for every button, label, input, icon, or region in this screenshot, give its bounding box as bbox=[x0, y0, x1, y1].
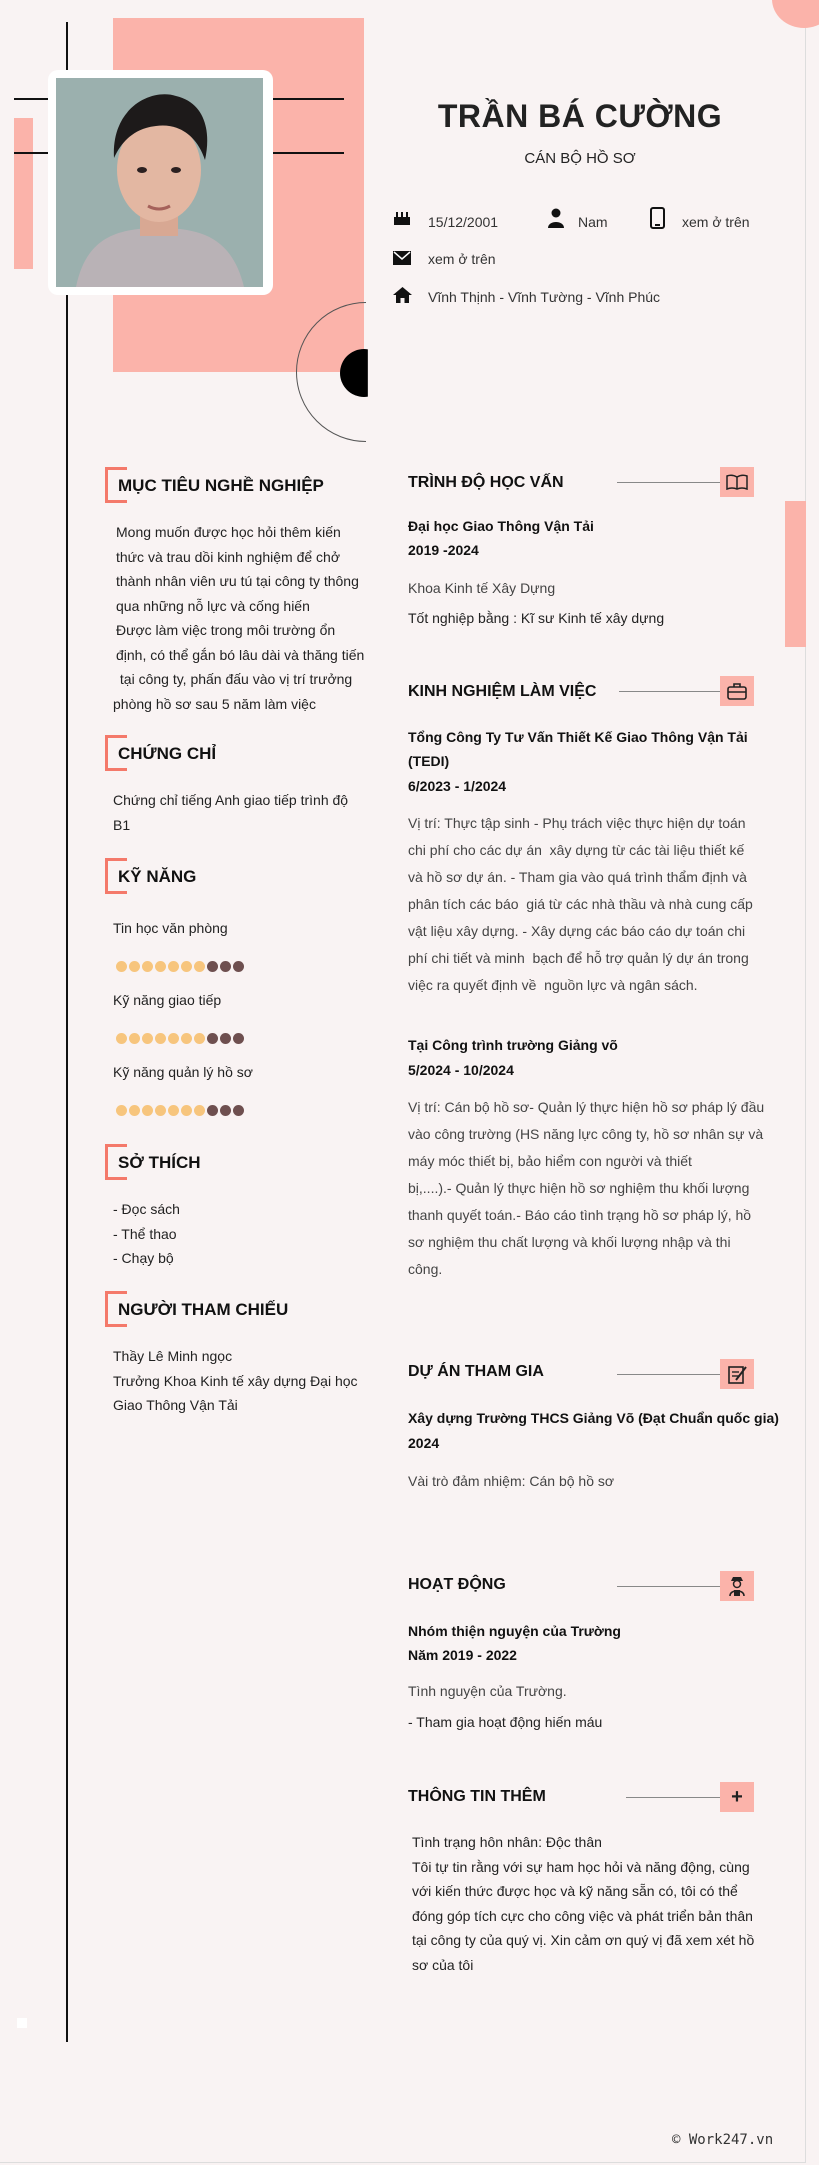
rating-dot bbox=[129, 961, 140, 972]
references-text: Thầy Lê Minh ngọc Trưởng Khoa Kinh tế xây dựng Đại học Giao Thông Vận Tải bbox=[113, 1348, 358, 1413]
more-heading: THÔNG TIN THÊM bbox=[408, 1788, 546, 1805]
education-faculty: Khoa Kinh tế Xây Dựng bbox=[408, 580, 556, 596]
timeline-line bbox=[66, 22, 68, 2042]
activity-period: Năm 2019 - 2022 bbox=[408, 1647, 517, 1663]
rating-dot bbox=[181, 1105, 192, 1116]
small-square bbox=[17, 2018, 27, 2028]
rating-dot bbox=[207, 961, 218, 972]
activities-rule bbox=[617, 1586, 720, 1587]
phone-icon bbox=[650, 207, 665, 234]
certificates-text: Chứng chỉ tiếng Anh giao tiếp trình độ B1 bbox=[113, 792, 349, 833]
more-rule bbox=[626, 1797, 720, 1798]
education-rule bbox=[617, 482, 720, 483]
rating-dot bbox=[142, 1033, 153, 1044]
activity-detail: - Tham gia hoạt động hiến máu bbox=[408, 1714, 603, 1730]
projects-heading: DỰ ÁN THAM GIA bbox=[408, 1363, 544, 1380]
briefcase-icon bbox=[720, 676, 754, 706]
rating-dot bbox=[168, 961, 179, 972]
plus-icon: + bbox=[720, 1782, 754, 1812]
right-pink-strip bbox=[785, 501, 806, 647]
list-item: - Chạy bộ bbox=[113, 1250, 174, 1266]
rating-dot bbox=[233, 1105, 244, 1116]
rating-dot bbox=[116, 1105, 127, 1116]
project-role: Vài trò đảm nhiệm: Cán bộ hồ sơ bbox=[408, 1473, 615, 1489]
volunteer-icon bbox=[720, 1571, 754, 1601]
gender-value: Nam bbox=[578, 214, 608, 230]
rating-dot bbox=[155, 961, 166, 972]
rating-dot bbox=[233, 961, 244, 972]
left-pink-strip bbox=[14, 118, 33, 269]
skill-rating bbox=[116, 1105, 244, 1116]
candidate-name: TRẦN BÁ CƯỜNG bbox=[437, 98, 723, 134]
experience-heading: KINH NGHIỆM LÀM VIỆC bbox=[408, 683, 597, 700]
list-item: - Đọc sách bbox=[113, 1201, 180, 1217]
rating-dot bbox=[142, 1105, 153, 1116]
rating-dot bbox=[129, 1033, 140, 1044]
activity-org: Nhóm thiện nguyện của Trường bbox=[408, 1623, 621, 1639]
skill-rating bbox=[116, 1033, 244, 1044]
education-period: 2019 -2024 bbox=[408, 542, 479, 558]
hobbies-heading: SỞ THÍCH bbox=[118, 1153, 201, 1172]
job-company: Tại Công trình trường Giảng võ bbox=[408, 1037, 618, 1053]
rating-dot bbox=[116, 961, 127, 972]
rating-dot bbox=[181, 1033, 192, 1044]
rating-dot bbox=[116, 1033, 127, 1044]
rating-dot bbox=[220, 961, 231, 972]
notepad-icon bbox=[720, 1359, 754, 1389]
more-text: Tình trạng hôn nhân: Độc thân Tôi tự tin rằng với sự ham học hỏi và năng động, cùng với kiến thức được học và kỹ năng sẵn có, tôi có thể đóng góp tích cực cho công việc và phát triển bản thân tại công ty của quý vị. Xin cảm ơn quý vị đã xem xét hồ sơ của tôi bbox=[412, 1834, 755, 1973]
skill-rating bbox=[116, 961, 244, 972]
job-period: 5/2024 - 10/2024 bbox=[408, 1062, 514, 1078]
rating-dot bbox=[194, 961, 205, 972]
hobbies-list bbox=[113, 1197, 180, 1271]
list-item: - Thể thao bbox=[113, 1225, 177, 1242]
phone-value: xem ở trên bbox=[682, 214, 750, 230]
home-icon bbox=[393, 287, 412, 308]
activity-description: Tình nguyện của Trường. bbox=[408, 1683, 567, 1699]
skills-heading: KỸ NĂNG bbox=[118, 867, 197, 886]
skill-name: Tin học văn phòng bbox=[113, 920, 228, 936]
skill-name: Kỹ năng giao tiếp bbox=[113, 992, 222, 1008]
rating-dot bbox=[181, 961, 192, 972]
avatar bbox=[56, 78, 263, 287]
rating-dot bbox=[155, 1105, 166, 1116]
job-description: Vị trí: Cán bộ hồ sơ- Quản lý thực hiện hồ sơ pháp lý đầu vào công trường (HS năng lực công ty, hồ sơ nhân sự và máy móc thiết bị, bảo hiểm con người và thiết bị,....).- Quản lý thực hiện hồ sơ nghiệm thu khối lượng thanh quyết toán.- Báo cáo tình trạng hồ sơ pháp lý, hồ sơ nghiệm thu chất lượng và khối lượng nhập và thi công. bbox=[408, 1099, 765, 1277]
job-company-abbr: (TEDI) bbox=[408, 753, 450, 769]
email-value: xem ở trên bbox=[428, 251, 496, 267]
references-heading: NGƯỜI THAM CHIẾU bbox=[118, 1300, 289, 1319]
rating-dot bbox=[194, 1105, 205, 1116]
certificates-heading: CHỨNG CHỈ bbox=[118, 744, 217, 763]
book-icon bbox=[720, 467, 754, 497]
education-degree: Tốt nghiệp bằng : Kĩ sư Kinh tế xây dựng bbox=[408, 610, 665, 626]
rating-dot bbox=[207, 1033, 218, 1044]
project-year: 2024 bbox=[408, 1435, 440, 1451]
experience-rule bbox=[619, 691, 720, 692]
birthday-value: 15/12/2001 bbox=[428, 214, 499, 230]
rating-dot bbox=[233, 1033, 244, 1044]
envelope-icon bbox=[393, 251, 411, 270]
job-title: CÁN BỘ HỒ SƠ bbox=[524, 150, 636, 167]
rating-dot bbox=[220, 1105, 231, 1116]
address-value: Vĩnh Thịnh - Vĩnh Tường - Vĩnh Phúc bbox=[428, 289, 661, 305]
rating-dot bbox=[168, 1033, 179, 1044]
education-school: Đại học Giao Thông Vận Tải bbox=[408, 518, 594, 534]
job-company: Tổng Công Ty Tư Vấn Thiết Kế Giao Thông Vận Tải bbox=[408, 729, 748, 745]
objective-heading: MỤC TIÊU NGHỀ NGHIỆP bbox=[118, 476, 324, 495]
cake-icon bbox=[393, 210, 411, 231]
rating-dot bbox=[155, 1033, 166, 1044]
activities-heading: HOẠT ĐỘNG bbox=[408, 1576, 506, 1593]
job-period: 6/2023 - 1/2024 bbox=[408, 778, 507, 794]
rating-dot bbox=[129, 1105, 140, 1116]
skill-name: Kỹ năng quản lý hồ sơ bbox=[113, 1064, 253, 1080]
projects-rule bbox=[617, 1374, 720, 1375]
rating-dot bbox=[168, 1105, 179, 1116]
watermark: © Work247.vn bbox=[672, 2132, 774, 2148]
project-name: Xây dựng Trường THCS Giảng Võ (Đạt Chuẩn quốc gia) bbox=[408, 1410, 779, 1426]
rating-dot bbox=[220, 1033, 231, 1044]
rating-dot bbox=[142, 961, 153, 972]
objective-text: Mong muốn được học hỏi thêm kiến thức và trau dồi kinh nghiệm để chở thành nhân viên ưu tú tại công ty thông qua những nỗ lực và cống hiến Được làm việc trong môi trường ổn định, có thể gắn bó lâu dài và thăng tiến tại công ty, phấn đấu vào vị trí trưởng phòng hồ sơ sau 5 năm làm việc bbox=[113, 524, 365, 712]
person-icon bbox=[548, 208, 564, 233]
education-heading: TRÌNH ĐỘ HỌC VẤN bbox=[408, 474, 564, 491]
rating-dot bbox=[207, 1105, 218, 1116]
rating-dot bbox=[194, 1033, 205, 1044]
job-description: Vị trí: Thực tập sinh - Phụ trách việc thực hiện dự toán chi phí cho các dự án xây dựng từ các tài liệu thiết kế và hồ sơ dự án. - Tham gia vào quá trình thẩm định và phân tích các báo giá từ các nhà thầu và nhà cung cấp vật liệu xây dựng. - Xây dựng các báo cáo dự toán chi phí chi tiết và minh bạch để hỗ trợ quản lý dự án trong việc ra quyết định về nguồn lực và ngân sách. bbox=[408, 815, 753, 993]
